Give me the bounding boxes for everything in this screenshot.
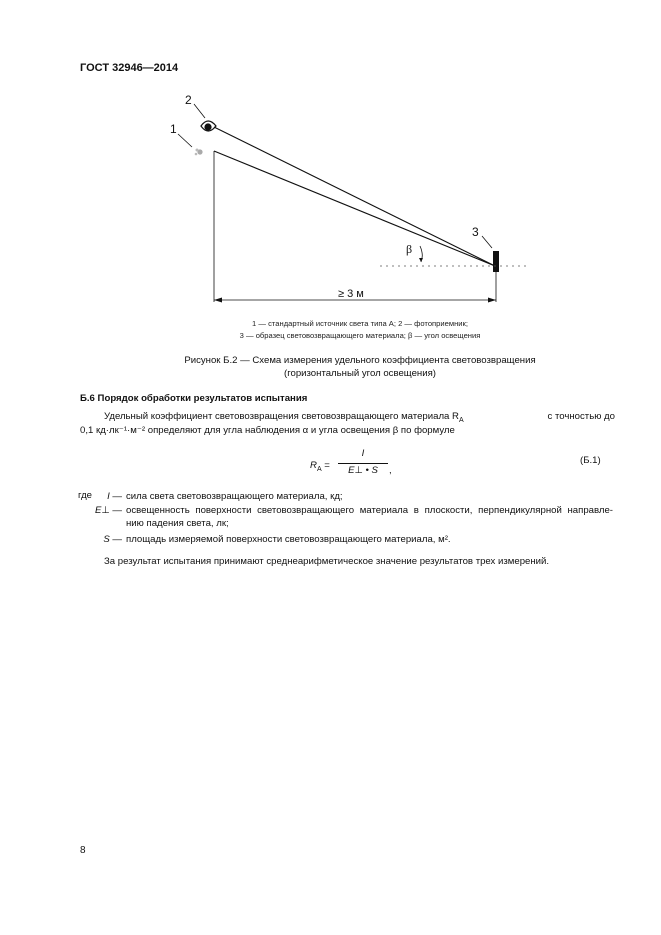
- measurement-diagram: [160, 88, 540, 318]
- formula-numerator: I: [361, 448, 365, 459]
- definition-symbol: S —: [103, 534, 122, 545]
- definition-i: [80, 490, 613, 504]
- equation-number: (Б.1): [580, 455, 601, 466]
- section-heading: Б.6 Порядок обработки результатов испытания: [80, 393, 308, 404]
- leader-line-1: [178, 134, 192, 147]
- definition-text-line-1: освещенность поверхности световозвращающего материала в плоскости, перпендикулярной направле-: [126, 505, 613, 516]
- standard-code-header: ГОСТ 32946—2014: [80, 62, 179, 74]
- retroreflective-sample: [493, 251, 499, 272]
- leader-line-2: [194, 104, 205, 118]
- definition-e: [80, 504, 613, 532]
- definition-text: площадь измеряемой поверхности световозвращающего материала, м².: [126, 534, 451, 545]
- definition-symbol: I —: [107, 491, 122, 502]
- light-source-icon: [195, 149, 203, 156]
- label-sample: 3: [472, 225, 479, 239]
- formula-fraction: [338, 448, 388, 476]
- formula-lhs: $R_A$ =: [310, 460, 330, 473]
- distance-label: ≥ 3 м: [338, 288, 364, 300]
- figure-caption-line-2: (горизонтальный угол освещения): [284, 368, 436, 379]
- conclusion-paragraph: За результат испытания принимают среднеарифметическое значение результатов трех измерений.: [104, 556, 550, 567]
- definition-symbol: E⊥ —: [94, 505, 122, 516]
- where-word: где: [78, 490, 93, 501]
- formula-b1: [300, 448, 420, 482]
- definition-text: сила света световозвращающего материала, кд;: [126, 491, 343, 502]
- formula-denominator: E⊥ • S: [348, 465, 378, 476]
- paragraph-line-1-tail: с точностью до: [547, 411, 615, 422]
- paragraph-line-2: 0,1 кд·лк⁻¹·м⁻² определяют для угла наблюдения α и угла освещения β по формуле: [80, 425, 455, 436]
- photoreceiver-eye-icon: [201, 121, 216, 131]
- definition-text-line-2: нию падения света, лк;: [126, 518, 229, 529]
- angle-beta-label: β: [406, 242, 413, 256]
- page-number: 8: [80, 845, 86, 856]
- paragraph-line-1-main: Удельный коэффициент световозвращения световозвращающего материала $R_A$: [104, 411, 464, 424]
- figure-legend-line-1: 1 — стандартный источник света типа А; 2 — фотоприемник;: [252, 319, 468, 328]
- leader-line-3: [482, 236, 492, 248]
- fraction-bar: [338, 463, 388, 464]
- ray-to-receiver: [214, 127, 495, 266]
- dimension-arrow-right: [488, 298, 496, 303]
- dimension-arrow-left: [214, 298, 222, 303]
- ray-from-source: [214, 151, 495, 266]
- formula-comma: ,: [389, 465, 392, 476]
- label-receiver: 2: [185, 93, 192, 107]
- figure-legend-line-2: 3 — образец световозвращающего материала; β — угол освещения: [239, 331, 481, 340]
- definition-s: [80, 533, 613, 547]
- label-source: 1: [170, 122, 177, 136]
- figure-caption-line-1: Рисунок Б.2 — Схема измерения удельного коэффициента световозвращения: [184, 355, 536, 366]
- angle-arrow: [419, 258, 423, 262]
